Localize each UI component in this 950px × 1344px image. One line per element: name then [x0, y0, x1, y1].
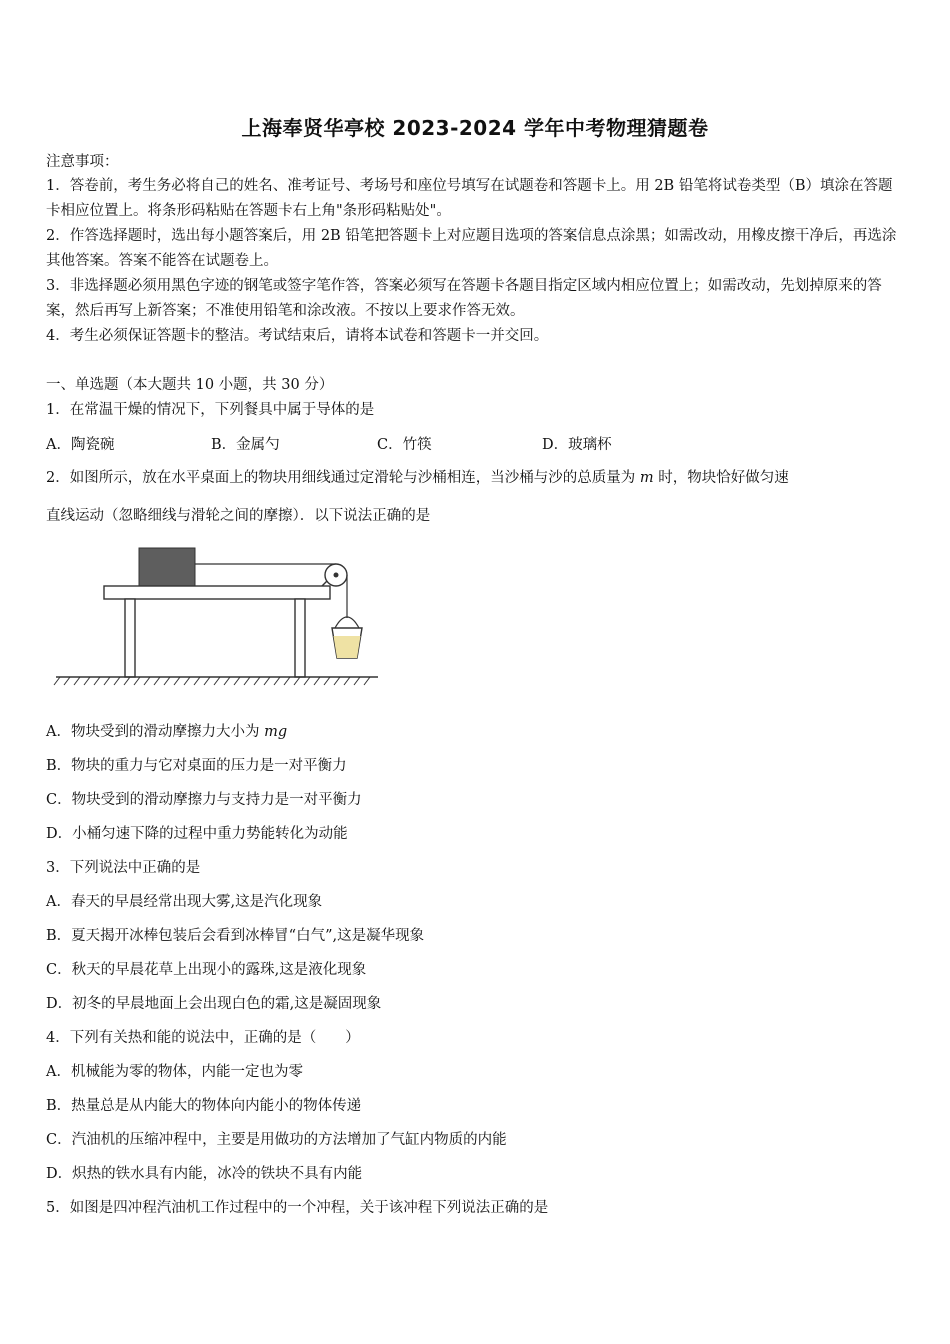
pulley-table-figure	[52, 540, 388, 690]
q4-option-d: D．炽热的铁水具有内能，冰冷的铁块不具有内能	[46, 1166, 363, 1182]
q1-option-c: C．竹筷	[377, 437, 432, 453]
q5-stem: 5．如图是四冲程汽油机工作过程中的一个冲程，关于该冲程下列说法正确的是	[46, 1200, 549, 1216]
pulley-axle	[334, 573, 339, 578]
q1-option-b: B．金属勺	[211, 437, 280, 453]
q2-option-a	[46, 722, 287, 742]
q2-stem-part1: 2．如图所示，放在水平桌面上的物块用细线通过定滑轮与沙桶相连，当沙桶与沙的总质量为	[46, 470, 640, 486]
q3-option-d: D．初冬的早晨地面上会出现白色的霜,这是凝固现象	[46, 996, 382, 1012]
q2-stem-line2: 直线运动（忽略细线与滑轮之间的摩擦）．以下说法正确的是	[46, 508, 431, 524]
q2-option-d: D．小桶匀速下降的过程中重力势能转化为动能	[46, 826, 348, 842]
q1-option-a: A．陶瓷碗	[46, 437, 115, 453]
table-leg-left	[125, 599, 135, 677]
ground-hatching	[54, 677, 370, 685]
section-heading: 一、单选题（本大题共 10 小题，共 30 分）	[46, 377, 334, 393]
q4-stem: 4．下列有关热和能的说法中，正确的是（ ）	[46, 1030, 360, 1046]
q3-option-c: C．秋天的早晨花草上出现小的露珠,这是液化现象	[46, 962, 367, 978]
q2-option-b: B．物块的重力与它对桌面的压力是一对平衡力	[46, 758, 347, 774]
q3-stem: 3．下列说法中正确的是	[46, 860, 201, 876]
q4-option-a: A．机械能为零的物体，内能一定也为零	[46, 1064, 303, 1080]
note-4: 4．考生必须保证答题卡的整洁。考试结束后，请将本试卷和答题卡一并交回。	[46, 328, 549, 344]
table-top	[104, 586, 330, 599]
q2-option-a-var: mg	[264, 724, 288, 740]
q1-option-d: D．玻璃杯	[542, 437, 612, 453]
sand	[334, 636, 361, 658]
q1-stem: 1．在常温干燥的情况下，下列餐具中属于导体的是	[46, 402, 375, 418]
q2-option-a-text: A．物块受到的滑动摩擦力大小为	[46, 724, 265, 740]
q4-option-b: B．热量总是从内能大的物体向内能小的物体传递	[46, 1098, 362, 1114]
q2-var-m: m	[639, 470, 654, 486]
block	[139, 548, 195, 586]
notes-heading: 注意事项：	[46, 154, 119, 170]
q2-option-c: C．物块受到的滑动摩擦力与支持力是一对平衡力	[46, 792, 362, 808]
note-2: 2．作答选择题时，选出每小题答案后，用 2B 铅笔把答题卡上对应题目选项的答案信息点涂黑；如需改动，用橡皮擦干净后，再选涂其他答案。答案不能答在试题卷上。	[46, 228, 897, 269]
note-1: 1．答卷前，考生务必将自己的姓名、准考证号、考场号和座位号填写在试题卷和答题卡上。用 2B 铅笔将试卷类型（B）填涂在答题卡相应位置上。将条形码粘贴在答题卡右上角"条形码粘贴处"。	[46, 178, 893, 219]
page-title: 上海奉贤华亭校 2023-2024 学年中考物理猜题卷	[241, 116, 709, 140]
q3-option-a: A．春天的早晨经常出现大雾,这是汽化现象	[46, 894, 323, 910]
table-leg-right	[295, 599, 305, 677]
q2-stem-part2: 时，物块恰好做匀速	[653, 470, 789, 486]
q4-option-c: C．汽油机的压缩冲程中，主要是用做功的方法增加了气缸内物质的内能	[46, 1132, 507, 1148]
q3-option-b: B．夏天揭开冰棒包装后会看到冰棒冒“白气”,这是凝华现象	[46, 928, 425, 944]
bucket-handle	[335, 617, 359, 628]
q2-stem	[46, 468, 789, 488]
note-3: 3．非选择题必须用黑色字迹的钢笔或签字笔作答，答案必须写在答题卡各题目指定区域内相应位置上；如需改动，先划掉原来的答案，然后再写上新答案；不准使用铅笔和涂改液。不按以上要求作答无效。	[46, 278, 882, 319]
